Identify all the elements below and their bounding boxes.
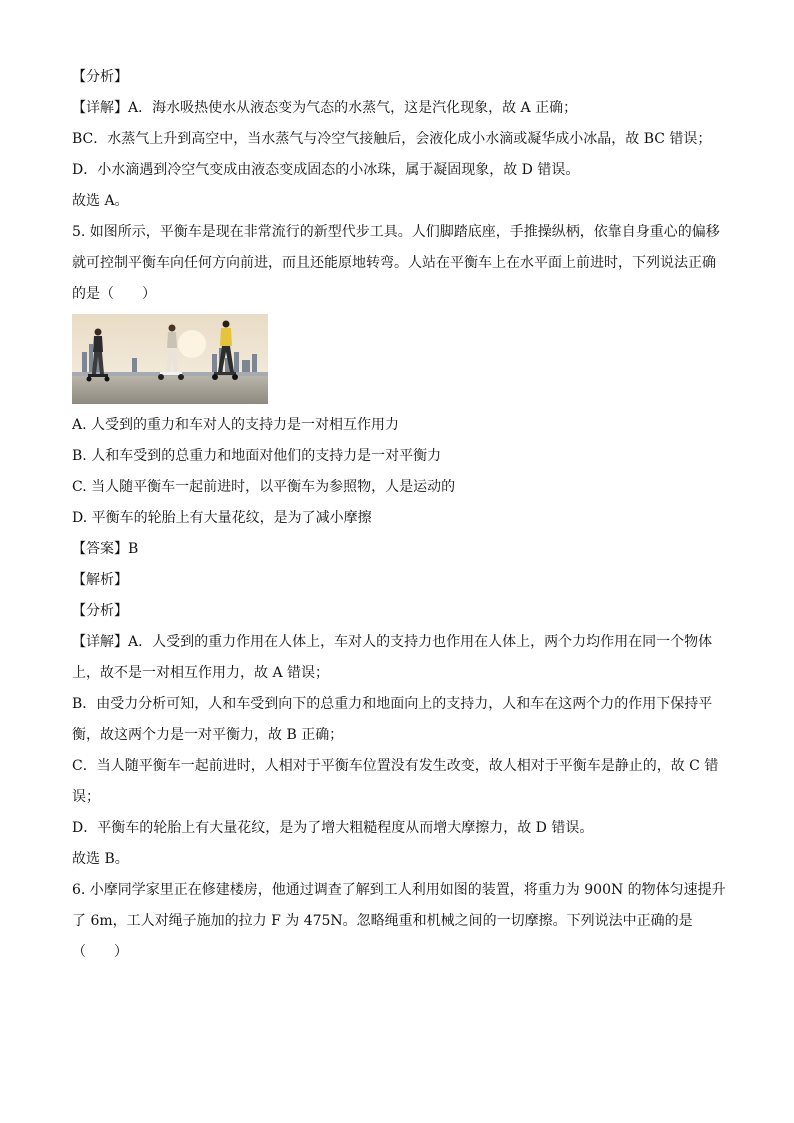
photo-illustration — [72, 314, 268, 404]
text-line: D．平衡车的轮胎上有大量花纹，是为了增大粗糙程度从而增大摩擦力，故 D 错误。 — [72, 820, 594, 836]
text-line: B．由受力分析可知，人和车受到向下的总重力和地面向上的支持力，人和车在这两个力的作用下保持平 — [72, 696, 713, 712]
text-line: 就可控制平衡车向任何方向前进，而且还能原地转弯。人站在平衡车上在水平面上前进时，下列说法正确 — [72, 255, 716, 271]
text-block-top — [72, 62, 732, 310]
text-line: C．当人随平衡车一起前进时，人相对于平衡车位置没有发生改变，故人相对于平衡车是静止的，故 C 错 — [72, 758, 719, 774]
text-line: D．小水滴遇到冷空气变成由液态变成固态的小冰珠，属于凝固现象，故 D 错误。 — [72, 162, 580, 178]
text-line: 衡，故这两个力是一对平衡力，故 B 正确； — [72, 727, 344, 743]
text-line: 了 6m，工人对绳子施加的拉力 F 为 475N。忽略绳重和机械之间的一切摩擦。下列说法中正确的是 — [72, 913, 693, 929]
text-line: 【详解】A．海水吸热使水从液态变为气态的水蒸气，这是汽化现象，故 A 正确； — [72, 100, 578, 116]
text-line: 【分析】 — [72, 69, 128, 85]
text-line: A. 人受到的重力和车对人的支持力是一对相互作用力 — [72, 417, 400, 433]
text-line: 【详解】A．人受到的重力作用在人体上，车对人的支持力也作用在人体上，两个力均作用在同一个物体 — [72, 634, 713, 650]
text-line: 故选 A。 — [72, 193, 129, 209]
text-line: D. 平衡车的轮胎上有大量花纹，是为了减小摩擦 — [72, 510, 372, 526]
text-line: 的是（ ） — [72, 286, 156, 302]
text-line: 【解析】 — [72, 572, 128, 588]
text-line: 故选 B。 — [72, 851, 129, 867]
text-line: 【分析】 — [72, 603, 128, 619]
text-line: （ ） — [72, 944, 128, 960]
text-line: 上，故不是一对相互作用力，故 A 错误； — [72, 665, 330, 681]
balance-scooter-photo — [72, 314, 268, 404]
text-line: C. 当人随平衡车一起前进时，以平衡车为参照物，人是运动的 — [72, 479, 456, 495]
text-line: 6. 小摩同学家里正在修建楼房，他通过调查了解到工人利用如图的装置，将重力为 900N 的物体匀速提升 — [72, 882, 726, 898]
text-line: 【答案】B — [72, 541, 139, 557]
text-line: BC．水蒸气上升到高空中，当水蒸气与冷空气接触后，会液化成小水滴或凝华成小冰晶，故 BC 错误； — [72, 131, 712, 147]
document-page — [72, 62, 732, 968]
text-line: 误； — [72, 789, 100, 805]
text-line: 5. 如图所示，平衡车是现在非常流行的新型代步工具。人们脚踏底座，手推操纵柄，依靠自身重心的偏移 — [72, 224, 720, 240]
text-block-bottom — [72, 410, 732, 968]
text-line: B. 人和车受到的总重力和地面对他们的支持力是一对平衡力 — [72, 448, 442, 464]
